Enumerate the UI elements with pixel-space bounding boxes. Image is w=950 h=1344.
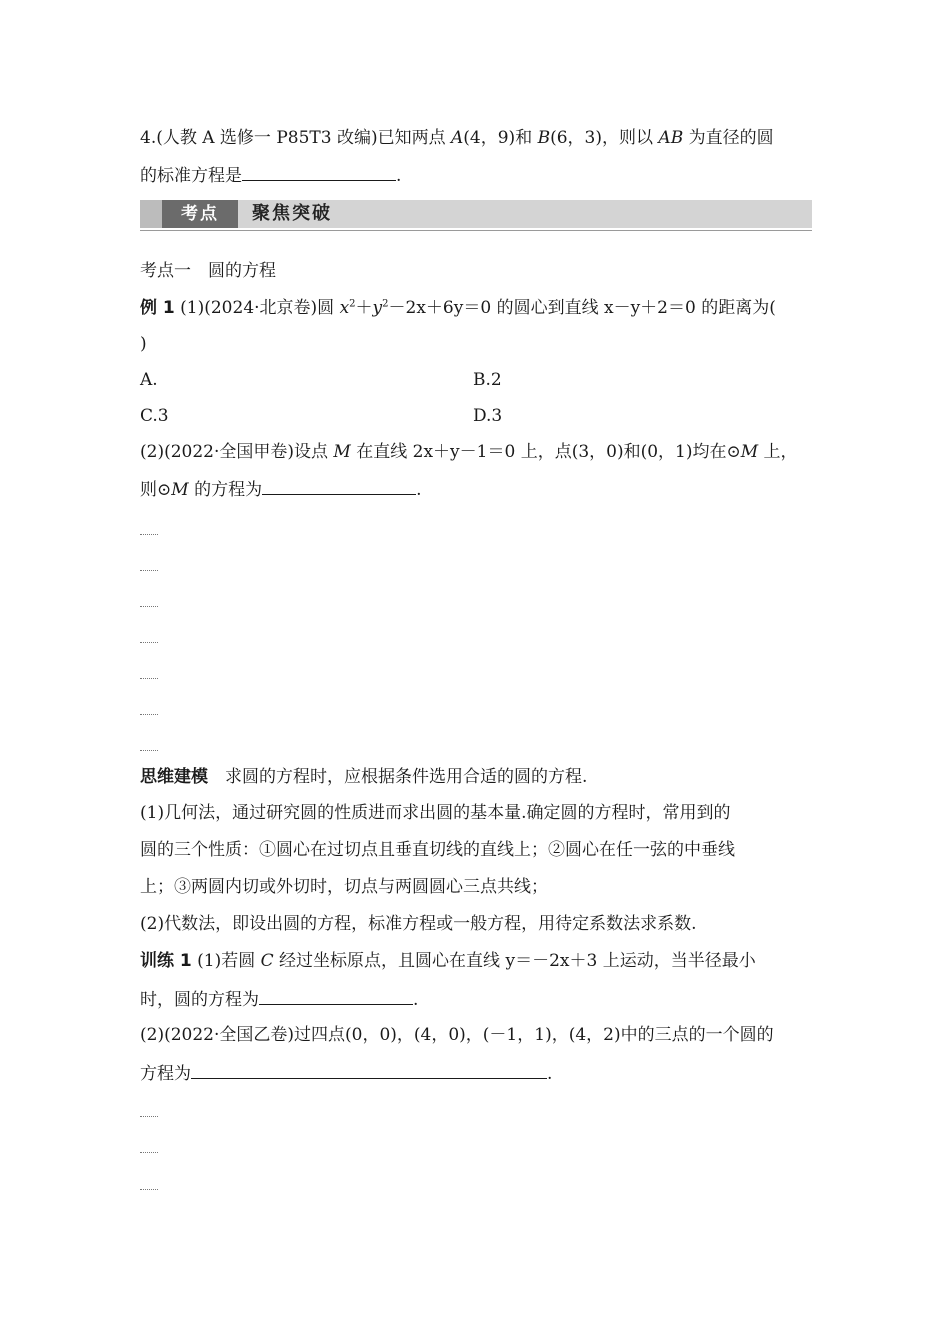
- answer-dotted-line[interactable]: [140, 530, 158, 535]
- training-1-part-2-line-1: (2)(2022·全国乙卷)过四点(0，0)，(4，0)，(－1，1)，(4，2)中的三点的一个圆的: [140, 1025, 774, 1045]
- answer-dotted-line[interactable]: [140, 710, 158, 715]
- option-b[interactable]: B.2: [473, 370, 502, 390]
- option-a[interactable]: A.: [140, 370, 158, 390]
- point-b: B: [537, 128, 551, 148]
- model-line-1: (1)几何法，通过研究圆的性质进而求出圆的基本量.确定圆的方程时，常用到的: [140, 803, 731, 823]
- model-label: 思维建模: [140, 767, 208, 787]
- answer-dotted-line[interactable]: [140, 1112, 158, 1117]
- training-1-part-2-line-2: 方程为 .: [140, 1060, 552, 1086]
- example-1-line-2: ): [140, 334, 147, 354]
- section-banner: [140, 200, 812, 230]
- example-label: 例 1: [140, 298, 175, 318]
- option-d[interactable]: D.3: [473, 406, 503, 426]
- answer-dotted-line[interactable]: [140, 746, 158, 751]
- example-1-part-2-line-1: (2)(2022·全国甲卷)设点 M 在直线 2x＋y－1＝0 上，点(3，0)和(0，1)均在⊙M 上，: [140, 442, 798, 462]
- answer-dotted-line[interactable]: [140, 566, 158, 571]
- model-line-3: 上；③两圆内切或外切时，切点与两圆圆心三点共线；: [140, 877, 548, 897]
- answer-dotted-line[interactable]: [140, 1185, 158, 1190]
- segment-ab: AB: [658, 128, 684, 148]
- training-label: 训练 1: [140, 951, 192, 971]
- answer-dotted-line[interactable]: [140, 674, 158, 679]
- answer-dotted-line[interactable]: [140, 1148, 158, 1153]
- q4-text: (4，9)和: [463, 128, 538, 148]
- example-1-part-2-line-2: 则⊙M 的方程为 .: [140, 476, 421, 502]
- option-c[interactable]: C.3: [140, 406, 169, 426]
- answer-dotted-line[interactable]: [140, 602, 158, 607]
- topic-heading: 考点一 圆的方程: [140, 261, 276, 281]
- q4-line-2: 的标准方程是 .: [140, 162, 401, 188]
- banner-tag: 考点: [162, 200, 238, 228]
- model-line-4: (2)代数法，即设出圆的方程，标准方程或一般方程，用待定系数法求系数.: [140, 914, 697, 934]
- q4-text: (6，3)，则以: [550, 128, 659, 148]
- q4-text: 为直径的圆: [683, 128, 774, 148]
- model-intro: 思维建模 求圆的方程时，应根据条件选用合适的圆的方程.: [140, 767, 588, 787]
- point-a: A: [451, 128, 464, 148]
- model-line-2: 圆的三个性质：①圆心在过切点且垂直切线的直线上；②圆心在任一弦的中垂线: [140, 840, 735, 860]
- answer-blank[interactable]: [262, 476, 416, 495]
- example-1-line-1: 例 1 (1)(2024·北京卷)圆 $x^2+y^2-2x+6y=0$ 的圆心到直线 x－y＋2＝0 的距离为(: [140, 298, 776, 318]
- answer-blank[interactable]: [242, 162, 396, 181]
- q4-text: 4.(人教 A 选修一 P85T3 改编)已知两点: [140, 128, 452, 148]
- answer-dotted-line[interactable]: [140, 638, 158, 643]
- answer-blank[interactable]: [259, 986, 413, 1005]
- training-1-line-1: 训练 1 (1)若圆 C 经过坐标原点，且圆心在直线 y＝－2x＋3 上运动，当半径最小: [140, 951, 756, 971]
- q4-line-1: [140, 126, 774, 150]
- answer-blank[interactable]: [191, 1060, 547, 1079]
- q4-text: 的标准方程是: [140, 166, 242, 186]
- banner-title: 聚焦突破: [252, 203, 332, 224]
- training-1-line-2: 时，圆的方程为 .: [140, 986, 418, 1012]
